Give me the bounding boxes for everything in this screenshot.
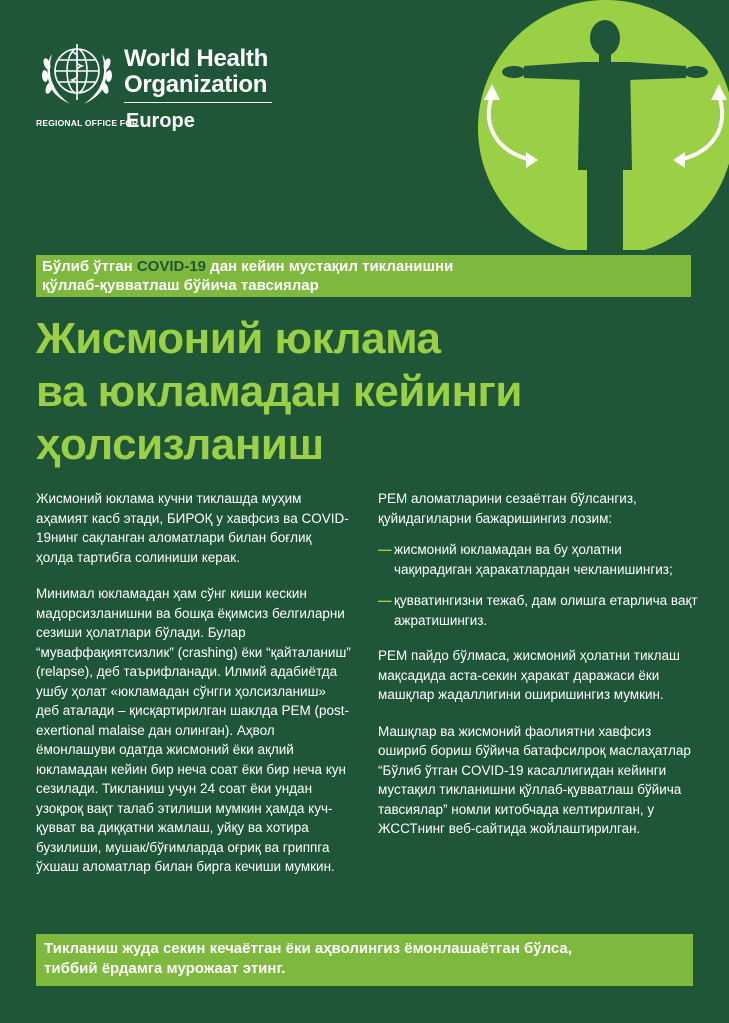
organization-name-line2: Organization	[124, 71, 268, 98]
logo-divider	[124, 102, 272, 103]
title-line-1: Жисмоний юклама	[36, 314, 441, 363]
list-item-text: жисмоний юкламадан ва бу ҳолатни чақирадиган ҳаракатлардан чекланишингиз;	[394, 542, 673, 577]
who-logo[interactable]	[36, 38, 286, 138]
dash-bullet-icon: —	[378, 593, 392, 608]
further-advice-paragraph: Машқлар ва жисмоний фаолиятни хавфсиз ошириб бориш бўйича батафсилроқ маслаҳатлар “Бўлиб ўтган COVID-19 касаллигидан кейинги мустақил тикланишни қўллаб-қувватлаш бўйича тавсиялар” номли китобчада келтирилган, у ЖССТнинг веб-сайтида жойлаштирилган.	[378, 723, 691, 836]
title-line-2: ва юкламадан кейинги	[36, 367, 522, 416]
person-stretching-arms-icon	[448, 0, 729, 250]
page-title	[36, 312, 696, 471]
organization-name	[124, 46, 268, 98]
list-item	[378, 540, 698, 579]
footer-callout	[36, 934, 693, 986]
who-emblem-icon	[36, 38, 118, 112]
region-label: Europe	[126, 110, 195, 132]
regional-office-label: REGIONAL OFFICE FOR	[36, 118, 139, 128]
footer-line-2: тиббий ёрдамга мурожаат этинг.	[44, 960, 286, 977]
intro-paragraph: Жисмоний юклама кучни тиклашда муҳим аҳамият касб этади, БИРОҚ у хавфсиз ва COVID-19нинг сақланган аломатлари билан боғлиқ ҳолда тартибга солиниши керак.	[36, 491, 349, 565]
list-item	[378, 591, 698, 630]
subtitle-banner	[36, 255, 691, 297]
footer-line-1: Тикланиш жуда секин кечаётган ёки аҳволингиз ёмонлашаётган бўлса,	[44, 940, 572, 957]
advice-list	[378, 540, 698, 630]
banner-line1-post: дан кейин мустақил тикланишни	[206, 258, 454, 275]
pem-intro-paragraph: PEM аломатларини сезаётган бўлсангиз, қуйидагиларни бажаришингиз лозим:	[378, 491, 637, 526]
gradual-increase-paragraph: PEM пайдо бўлмаса, жисмоний ҳолатни тиклаш мақсадида аста-секин ҳаракат даражаси ёки машқлар жадаллигини оширишингиз мумкин.	[378, 648, 680, 702]
list-item-text: қувватингизни тежаб, дам олишга етарлича вақт ажратишингиз.	[394, 593, 698, 628]
banner-covid-highlight: COVID-19	[136, 258, 206, 275]
banner-line-2: қўллаб-қувватлаш бўйича тавсиялар	[42, 277, 319, 294]
banner-line1-pre: Бўлиб ўтган	[42, 258, 137, 275]
dash-bullet-icon: —	[378, 542, 392, 557]
banner-line-1	[42, 257, 691, 276]
left-column	[36, 489, 351, 894]
right-column	[378, 489, 698, 856]
organization-name-line1: World Health	[124, 45, 268, 72]
pem-description-paragraph: Минимал юкламадан ҳам сўнг киши кескин мадорсизланишни ва бошқа ёқимсиз белгиларни сезиши ҳолатлари бўлади. Булар “муваффақиятсизлик” (crashing) ёки “қайталаниш” (relapse), деб таърифланади. Илмий адабиётда ушбу ҳолат «юкламадан сўнгги ҳолсизланиш» деб аталади – қисқартирилган шаклда PEM (post-exertional malaise дан олинган). Аҳвол ёмонлашуви одатда жисмоний ёки ақлий юкламадан кейин бир неча соат ёки бир неча кун сезилади. Тикланиш учун 24 соат ёки ундан узоқроқ вақт талаб этилиши мумкин ҳамда куч-қувват ва диққатни жамлаш, уйқу ва хотира бузилиши, мушак/бўғимларда оғриқ ва гриппга ўхшаш аломатлар билан бирга кечиши мумкин.	[36, 586, 351, 874]
title-line-3: ҳолсизланиш	[36, 420, 324, 469]
